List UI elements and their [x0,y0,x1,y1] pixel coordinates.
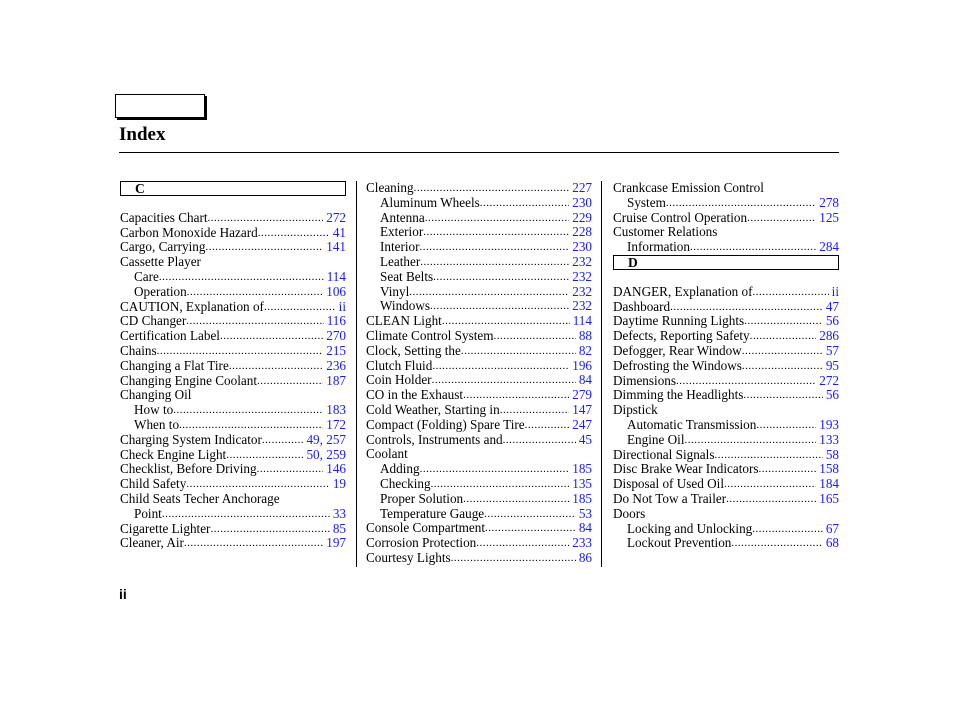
page-link[interactable]: 270 [326,329,346,344]
entry-label: Chains [120,343,157,358]
page-link[interactable]: 184 [819,477,839,492]
entry-label: Antenna [380,210,425,225]
entry-label: Carbon Monoxide Hazard [120,225,258,240]
leader-dots [726,492,816,507]
entry-label: Defects, Reporting Safety [613,329,750,344]
index-entry[interactable] [366,433,592,448]
entry-label: Cargo, Carrying [120,240,206,255]
leader-dots [258,226,330,241]
index-entry[interactable] [366,477,592,492]
leader-dots [461,344,576,359]
leader-dots [743,388,822,403]
page-link[interactable]: 197 [326,536,346,551]
leader-dots [493,329,575,344]
index-entry[interactable] [366,507,592,522]
entry-label: Dimensions [613,373,677,388]
leader-dots [420,462,570,477]
leader-dots [414,181,570,196]
index-entry[interactable] [120,536,346,551]
leader-dots [670,300,823,315]
leader-dots [742,344,823,359]
page-link[interactable]: 278 [819,195,839,210]
index-heading: Changing Oil [120,387,192,403]
page-link[interactable]: 193 [819,417,839,432]
entry-label: When to [134,417,180,432]
entry-label: Adding [380,462,420,477]
leader-dots [753,285,829,300]
leader-dots [503,433,576,448]
index-entry[interactable] [120,433,346,448]
entry-label: Cleaner, Air [120,536,184,551]
leader-dots [484,507,576,522]
entry-label: Cruise Control Operation [613,210,748,225]
page-link[interactable]: 116 [326,314,346,329]
page-link[interactable]: 185 [572,462,592,477]
page-link[interactable]: 19 [332,477,346,492]
page-link[interactable]: 50, 259 [306,447,346,462]
index-entry[interactable] [613,344,839,359]
page-link[interactable]: 85 [332,521,346,536]
entry-label: Windows [380,299,431,314]
leader-dots [463,492,569,507]
page-link[interactable]: 165 [819,491,839,506]
leader-dots [186,314,323,329]
page-link[interactable]: 56 [825,388,839,403]
entry-label: Courtesy Lights [366,550,451,565]
index-entry[interactable] [613,300,839,315]
page-link[interactable]: 230 [572,195,592,210]
page-link[interactable]: 53 [578,506,592,521]
page-link[interactable]: 95 [825,358,839,373]
entry-label: Engine Oil [627,432,685,447]
entry-label: Information [627,240,690,255]
leader-dots [744,314,823,329]
leader-dots [666,196,816,211]
page-link[interactable]: 227 [572,181,592,195]
leader-dots [420,240,570,255]
leader-dots [257,462,324,477]
page-link[interactable]: 67 [825,521,839,536]
page-link[interactable]: 141 [326,240,346,255]
page-link[interactable]: 228 [572,225,592,240]
entry-label: Controls, Instruments and [366,432,503,447]
index-entry[interactable] [366,270,592,285]
entry-label: Aluminum Wheels [380,195,480,210]
leader-dots [476,536,569,551]
index-entry[interactable] [366,240,592,255]
index-heading: Coolant [366,446,408,462]
index-entry[interactable] [613,448,839,463]
page-link[interactable]: 41 [332,225,346,240]
entry-label: Directional Signals [613,447,715,462]
leader-dots [430,299,569,314]
page-link[interactable]: 49, 257 [306,432,346,447]
page-link[interactable]: 114 [572,314,592,329]
entry-label: Changing a Flat Tire [120,358,229,373]
entry-label: Cold Weather, Starting in [366,402,500,417]
column-divider-1 [356,181,357,567]
index-entry[interactable] [613,462,839,477]
page-link[interactable]: 125 [819,210,839,225]
entry-label: Checking [380,476,431,491]
index-entry[interactable] [366,359,592,374]
index-entry[interactable] [120,300,346,315]
leader-dots [179,418,323,433]
page-link[interactable]: 84 [578,521,592,536]
index-entry[interactable] [120,270,346,285]
page-link[interactable]: 185 [572,491,592,506]
entry-label: DANGER, Explanation of [613,284,753,299]
page-link[interactable]: 82 [578,343,592,358]
entry-label: Operation [134,284,187,299]
page-link[interactable]: 58 [825,447,839,462]
leader-dots [257,374,323,389]
leader-dots [420,255,569,270]
spacer [613,270,839,285]
index-entry[interactable] [120,329,346,344]
leader-dots [742,359,823,374]
page-link[interactable]: 286 [819,329,839,344]
entry-label: Vinyl [380,284,410,299]
entry-label: Automatic Transmission [627,417,757,432]
entry-label: Care [134,269,159,284]
index-entry[interactable] [120,418,346,433]
index-entry[interactable] [613,388,839,403]
page-link[interactable]: 133 [819,432,839,447]
column-divider-2 [601,181,602,567]
leader-dots [186,477,330,492]
entry-label: Leather [380,254,421,269]
entry-label: How to [134,403,174,418]
leader-dots [432,373,576,388]
page-link[interactable]: 68 [825,536,839,551]
entry-label: Lockout Prevention [627,536,732,551]
index-entry[interactable] [366,418,592,433]
leader-dots [485,521,576,536]
index-entry[interactable] [120,477,346,492]
leader-dots [208,211,324,226]
index-column-1 [120,181,346,551]
leader-dots [432,359,569,374]
leader-dots [480,196,569,211]
page-link[interactable]: 232 [572,284,592,299]
entry-label: Checklist, Before Driving [120,462,257,477]
leader-dots [229,359,323,374]
leader-dots [759,462,817,477]
entry-label: Point [134,506,162,521]
index-column-3 [613,181,839,551]
entry-label: Do Not Tow a Trailer [613,491,727,506]
index-entry[interactable] [366,551,592,566]
entry-label: Charging System Indicator [120,432,262,447]
page-link[interactable]: 88 [578,328,592,343]
index-entry[interactable] [366,255,592,270]
index-entry[interactable] [120,403,346,418]
entry-label: CAUTION, Explanation of [120,299,264,314]
index-entry[interactable] [613,477,839,492]
index-entry[interactable] [613,433,839,448]
leader-dots [500,403,570,418]
leader-dots [159,270,324,285]
index-entry[interactable] [120,344,346,359]
page-link[interactable]: 172 [326,417,346,432]
entry-label: Dimming the Headlights [613,388,744,403]
entry-label: Check Engine Light [120,447,227,462]
index-heading: Cassette Player [120,254,201,270]
spacer [120,196,346,211]
entry-label: Cigarette Lighter [120,521,211,536]
page-link[interactable]: 232 [572,269,592,284]
page-link[interactable]: 147 [572,402,592,417]
page-link[interactable]: 114 [326,269,346,284]
index-heading: Crankcase Emission Control [613,180,764,195]
index-entry[interactable] [120,226,346,241]
page-title: Index [119,124,166,145]
section-letter-header: D [613,255,839,270]
index-column-2 [366,181,592,566]
entry-label: Temperature Gauge [380,506,485,521]
page-link[interactable]: 183 [326,403,346,418]
leader-dots [756,418,816,433]
index-entry[interactable] [613,492,839,507]
index-entry[interactable] [613,314,839,329]
entry-label: Compact (Folding) Spare Tire [366,417,525,432]
entry-label: Defogger, Rear Window [613,343,742,358]
page-link[interactable]: 215 [326,343,346,358]
leader-dots [752,522,823,537]
index-entry[interactable] [366,521,592,536]
page-link[interactable]: 236 [326,358,346,373]
title-divider [119,152,839,153]
entry-label: Clock, Setting the [366,343,461,358]
leader-dots [187,285,323,300]
leader-dots [220,329,323,344]
entry-label: Climate Control System [366,328,494,343]
entry-label: Capacities Chart [120,210,208,225]
index-entry[interactable] [613,329,839,344]
page-link[interactable]: 272 [326,210,346,225]
section-tab-box [115,94,205,118]
index-entry[interactable] [366,285,592,300]
leader-dots [409,285,569,300]
index-entry[interactable] [613,522,839,537]
leader-dots [205,240,323,255]
page-link[interactable]: 272 [819,373,839,388]
entry-label: Child Safety [120,477,187,492]
page-link[interactable]: 247 [572,417,592,432]
index-entry[interactable] [120,462,346,477]
index-entry[interactable] [366,225,592,240]
page-link[interactable]: 279 [572,388,592,403]
page-link[interactable]: 230 [572,240,592,255]
index-entry[interactable] [366,403,592,418]
index-entry[interactable] [366,344,592,359]
index-entry[interactable] [613,536,839,551]
page-link[interactable]: 45 [578,432,592,447]
entry-label: CO in the Exhaust [366,388,464,403]
page-link[interactable]: 57 [825,343,839,358]
index-entry[interactable] [613,374,839,389]
entry-label: Console Compartment [366,521,486,536]
index-heading: Customer Relations [613,224,718,240]
index-entry[interactable] [613,359,839,374]
page-link[interactable]: 135 [572,476,592,491]
index-entry[interactable] [366,329,592,344]
index-entry[interactable] [366,314,592,329]
index-entry[interactable] [366,211,592,226]
index-entry[interactable] [120,507,346,522]
page-link[interactable]: 33 [332,506,346,521]
index-entry[interactable] [366,492,592,507]
page-link[interactable]: 229 [572,210,592,225]
page-link[interactable]: ii [338,299,346,314]
entry-label: Daytime Running Lights [613,314,745,329]
leader-dots [747,211,816,226]
entry-label: CD Changer [120,314,187,329]
index-entry[interactable] [120,448,346,463]
index-entry[interactable] [120,374,346,389]
leader-dots [525,418,570,433]
entry-label: Changing Engine Coolant [120,373,257,388]
page-link[interactable]: 56 [825,314,839,329]
index-entry[interactable] [120,285,346,300]
leader-dots [431,477,570,492]
leader-dots [226,448,303,463]
page-link[interactable]: 158 [819,462,839,477]
index-entry[interactable] [613,211,839,226]
leader-dots [433,270,569,285]
leader-dots [731,536,822,551]
page-link[interactable]: 233 [572,536,592,551]
leader-dots [442,314,570,329]
leader-dots [173,403,323,418]
entry-label: Cleaning [366,181,414,195]
leader-dots [184,536,323,551]
index-heading: Dipstick [613,402,658,418]
entry-label: Certification Label [120,329,220,344]
entry-label: System [627,195,666,210]
entry-label: CLEAN Light [366,314,442,329]
leader-dots [676,374,816,389]
page-link[interactable]: 187 [326,373,346,388]
leader-dots [685,433,817,448]
leader-dots [162,507,330,522]
entry-label: Disc Brake Wear Indicators [613,462,759,477]
entry-label: Proper Solution [380,491,464,506]
leader-dots [463,388,569,403]
leader-dots [451,551,576,566]
index-entry[interactable] [120,314,346,329]
entry-label: Dashboard [613,299,671,314]
index-heading: Doors [613,505,646,521]
page-link[interactable]: 47 [825,299,839,314]
index-entry[interactable] [120,522,346,537]
index-entry[interactable] [120,211,346,226]
index-heading: Child Seats Techer Anchorage [120,490,280,506]
index-entry[interactable] [366,536,592,551]
entry-label: Coin Holder [366,373,432,388]
index-entry[interactable] [613,418,839,433]
entry-label: Disposal of Used Oil [613,477,724,492]
leader-dots [423,225,569,240]
leader-dots [425,211,570,226]
index-entry[interactable] [366,299,592,314]
index-entry[interactable] [613,285,839,300]
entry-label: Corrosion Protection [366,536,477,551]
index-entry[interactable] [366,388,592,403]
index-entry[interactable] [366,373,592,388]
entry-label: Exterior [380,225,424,240]
leader-dots [262,433,304,448]
entry-label: Locking and Unlocking [627,521,753,536]
entry-label: Clutch Fluid [366,358,433,373]
index-entry[interactable] [366,181,592,196]
leader-dots [157,344,324,359]
entry-label: Interior [380,240,420,255]
index-entry[interactable] [613,240,839,255]
index-entry[interactable] [366,196,592,211]
page-link[interactable]: 232 [572,299,592,314]
leader-dots [714,448,822,463]
section-letter-header: C [120,181,346,196]
page-link[interactable]: 146 [326,462,346,477]
leader-dots [210,522,329,537]
page-link[interactable]: 232 [572,254,592,269]
page-link[interactable]: 196 [572,358,592,373]
index-entry[interactable] [120,240,346,255]
page-link[interactable]: 84 [578,373,592,388]
page-link[interactable]: ii [831,284,839,299]
index-entry[interactable] [366,462,592,477]
page-link[interactable]: 284 [819,240,839,255]
page-number: ii [119,586,127,602]
index-entry[interactable] [613,196,839,211]
page-link[interactable]: 106 [326,284,346,299]
leader-dots [690,240,816,255]
leader-dots [750,329,817,344]
index-entry[interactable] [120,359,346,374]
page-link[interactable]: 86 [578,550,592,565]
entry-label: Defrosting the Windows [613,358,742,373]
leader-dots [264,300,336,315]
leader-dots [724,477,816,492]
entry-label: Seat Belts [380,269,434,284]
